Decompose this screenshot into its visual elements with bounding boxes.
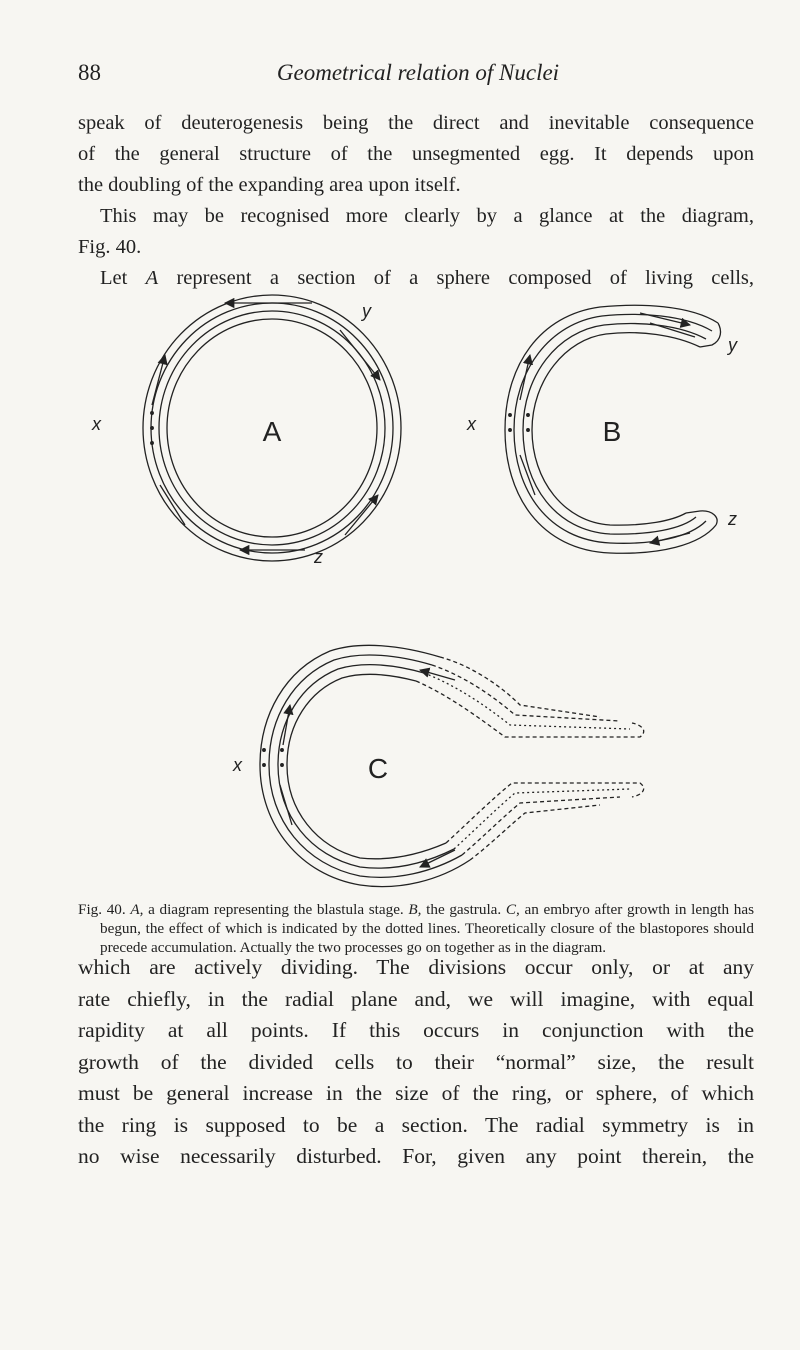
dot [509,414,512,417]
dot [151,412,154,415]
dot [281,764,284,767]
label-x: x [233,755,242,775]
dot [151,442,154,445]
dotted-outer-bottom [470,805,600,860]
label-c: C [367,753,389,784]
text-fragment: represent a section of a sphere composed of living cells, [158,267,754,289]
arrow-left-low [520,455,535,495]
caption-fig-ref: Fig. 40. [78,901,126,918]
caption-c-text: an embryo after growth in length has begun, the effect of which is indicated by the dotted lines. Theoretically closure of the blastopores should precede accumulation. Actually the two processes go on together as in the diagram. [100,901,754,956]
label-x: x [92,414,101,434]
label-z: z [728,509,737,529]
outer-wall [260,645,470,886]
label-z: z [314,547,323,567]
text-line: growth of the divided cells to their “normal” size, the result [78,1049,754,1074]
text-line: of the general structure of the unsegmented egg. It depends upon [78,143,754,165]
arrow-top [640,313,690,325]
dot [527,414,530,417]
dotted-inner-bottom [446,783,644,843]
text-line: Fig. 40. [78,236,142,258]
text-line: This may be recognised more clearly by a glance at the diagram, [100,205,754,227]
caption-a-text: a diagram representing the blastula stage. [143,901,404,918]
label-x: x [467,414,476,434]
text-line: the doubling of the expanding area upon itself. [78,174,461,196]
arrow-bottom [650,533,690,543]
dotted-bottom [462,797,620,855]
caption-a-label: A, [130,901,144,918]
bottom-paragraph [78,952,754,1173]
text-line: no wise necessarily disturbed. For, given any point therein, the [78,1144,754,1168]
dot [151,427,154,430]
figure-40 [0,285,800,895]
running-head-of: of [469,60,500,85]
text-line: must be general increase in the size of the ring, or sphere, of which [78,1081,754,1105]
label-y: y [728,335,737,355]
dotted-top [432,665,620,721]
arrow-left [283,705,290,745]
text-line: rate chiefly, in the radial plane and, we will imagine, with equal [78,986,754,1011]
caption-b-text: the gastrula. [421,901,502,918]
page-number: 88 [78,60,101,85]
figure-caption [78,900,754,957]
label-a: A [262,416,282,447]
dot [281,749,284,752]
page-header [78,60,758,94]
label-b: B [602,416,622,447]
dotted-top-2 [424,673,630,729]
figure-40-diagram [0,285,800,895]
running-head-prefix: Geometrical relation [276,60,470,85]
dot [527,429,530,432]
wall-line [269,655,462,877]
dot [263,749,266,752]
label-y: y [362,301,371,321]
text-fragment: Let [100,267,146,289]
lip-bottom [686,511,717,525]
dot [263,764,266,767]
running-head [78,60,758,86]
caption-c-label: C, [505,901,520,918]
top-paragraphs [78,108,754,294]
text-line: speak of deuterogenesis being the direct and inevitable consequence [78,112,754,134]
running-head-suffix: Nuclei [499,60,560,85]
italic-letter: A [145,267,159,289]
arrow-left-low [160,485,185,525]
text-line: rapidity at all points. If this occurs in conjunction with the [78,1018,754,1042]
diagram-c [260,645,644,886]
arrow-bottom [420,850,455,867]
dotted-outer-top [440,657,600,717]
inner-wall [287,674,446,859]
arrow-top [420,670,455,680]
arrow-right-down [340,330,380,380]
dot [509,429,512,432]
text-line: the ring is supposed to be a section. The radial symmetry is in [78,1112,754,1137]
text-line: which are actively dividing. The divisions occur only, or at any [78,955,754,979]
caption-b-label: B, [408,901,422,918]
wall-line [278,665,454,868]
